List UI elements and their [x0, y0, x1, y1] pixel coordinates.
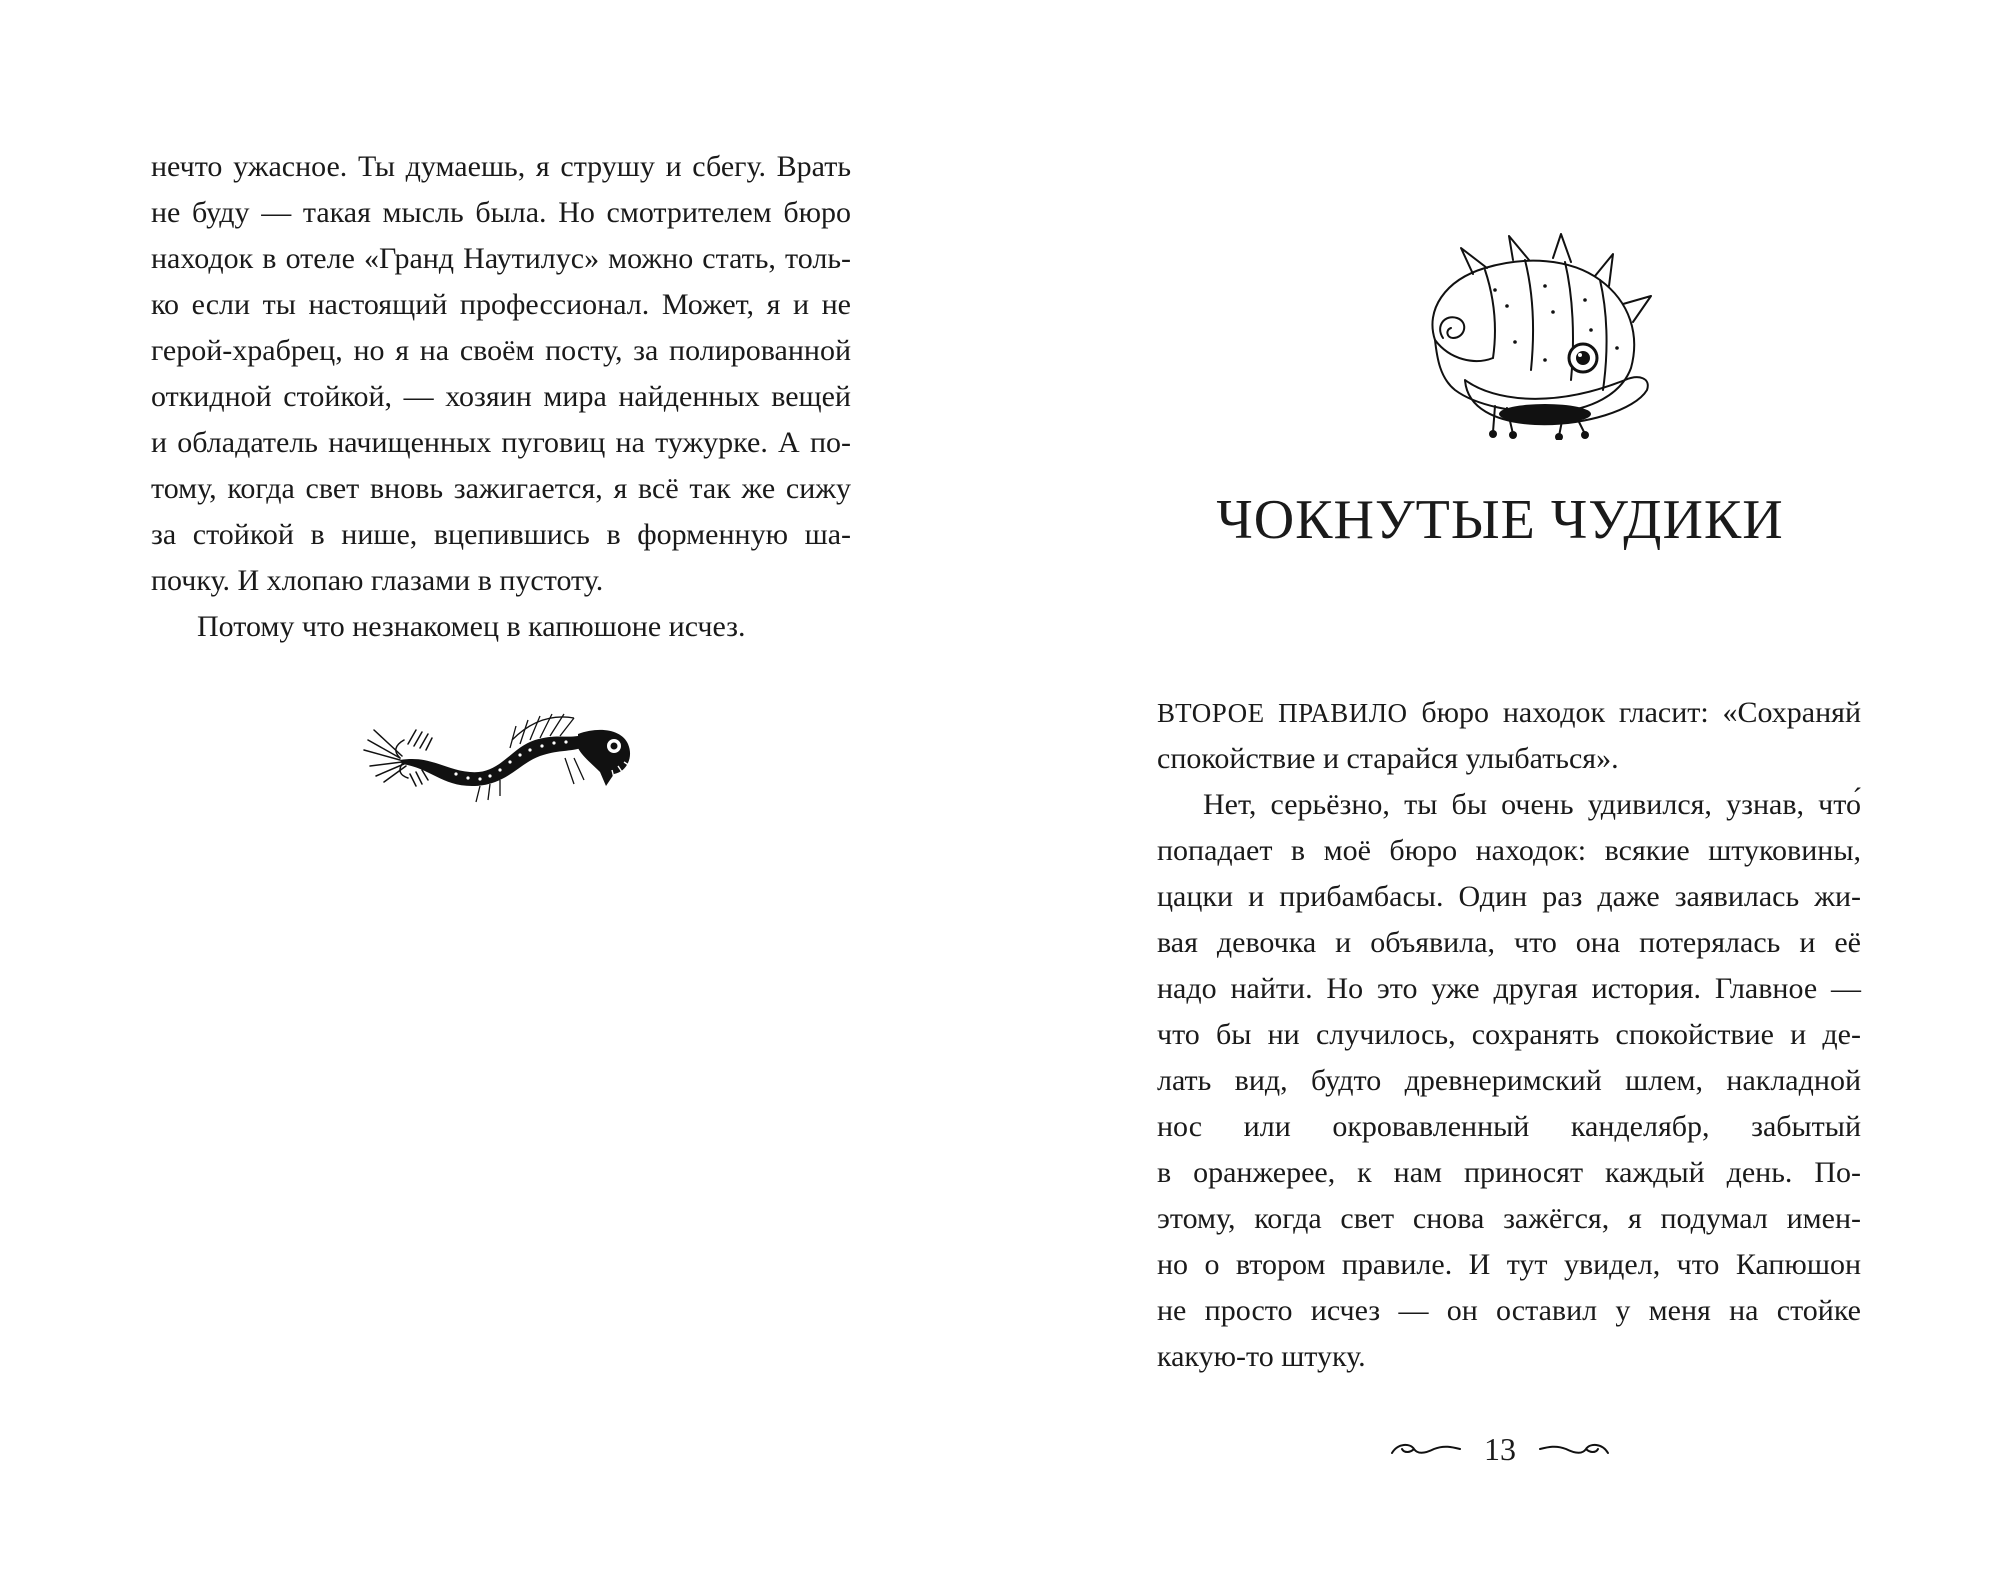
- text-line: тому, когда свет вновь зажигается, я всё так же сижу: [151, 472, 851, 505]
- text-line: попадает в моё бюро находок: всякие штуковины,: [1157, 834, 1861, 867]
- text-line: откидной стойкой, — хозяин мира найденных вещей: [151, 380, 851, 413]
- text-line: не буду — такая мысль была. Но смотрителем бюро: [151, 196, 851, 229]
- text-line: но о втором правиле. И тут увидел, что Капюшон: [1157, 1248, 1861, 1281]
- text-line: в оранжерее, к нам приносят каждый день. По-: [1157, 1156, 1861, 1189]
- text-line: нос или окровавленный канделябр, забытый: [1157, 1110, 1861, 1143]
- smallcaps-lead: ВТОРОЕ ПРАВИЛО: [1157, 698, 1408, 728]
- flourish-right-icon: [1538, 1437, 1610, 1461]
- text-line-first: [1157, 690, 1861, 736]
- text-line: этому, когда свет снова зажёгся, я подумал имен-: [1157, 1202, 1861, 1235]
- text-line: вая девочка и объявила, что она потерялась и её: [1157, 926, 1861, 959]
- text-line: почку. И хлопаю глазами в пустоту.: [151, 564, 604, 597]
- text-line: что бы ни случилось, сохранять спокойствие и де-: [1157, 1018, 1861, 1051]
- chapter-title: ЧОКНУТЫЕ ЧУДИКИ: [1216, 489, 1784, 551]
- text-line: какую-то штуку.: [1157, 1340, 1366, 1373]
- text-line: лать вид, будто древнеримский шлем, накладной: [1157, 1064, 1861, 1097]
- text-line-rest: бюро находок гласит: «Сохраняй: [1407, 696, 1861, 729]
- text-line: нечто ужасное. Ты думаешь, я струшу и сбегу. Врать: [151, 150, 851, 183]
- flourish-left-icon: [1390, 1437, 1462, 1461]
- text-line: спокойствие и старайся улыбаться».: [1157, 742, 1619, 775]
- text-line: герой-храбрец, но я на своём посту, за полированной: [151, 334, 851, 367]
- hermit-crab-shell-icon: [1395, 230, 1665, 440]
- page-number-footer: [1000, 1425, 2000, 1473]
- text-line: за стойкой в нише, вцепившись в форменную ша-: [151, 518, 851, 551]
- page-number: 13: [1484, 1430, 1516, 1467]
- text-line: и обладатель начищенных пуговиц на тужурке. А по-: [151, 426, 851, 459]
- right-page: [1000, 0, 2000, 1575]
- text-line: цацки и прибамбасы. Один раз даже заявилась жи-: [1157, 880, 1861, 913]
- text-line: не просто исчез — он оставил у меня на стойке: [1157, 1294, 1861, 1327]
- text-line: Потому что незнакомец в капюшоне исчез.: [197, 610, 746, 643]
- text-line: ко если ты настоящий профессионал. Может, я и не: [151, 288, 851, 321]
- fish-skeleton-icon: [360, 700, 645, 815]
- text-line: Нет, серьёзно, ты бы очень удивился, узнав, что́: [1203, 788, 1861, 821]
- text-line: находок в отеле «Гранд Наутилус» можно стать, толь-: [151, 242, 851, 275]
- text-line: надо найти. Но это уже другая история. Главное —: [1157, 972, 1861, 1005]
